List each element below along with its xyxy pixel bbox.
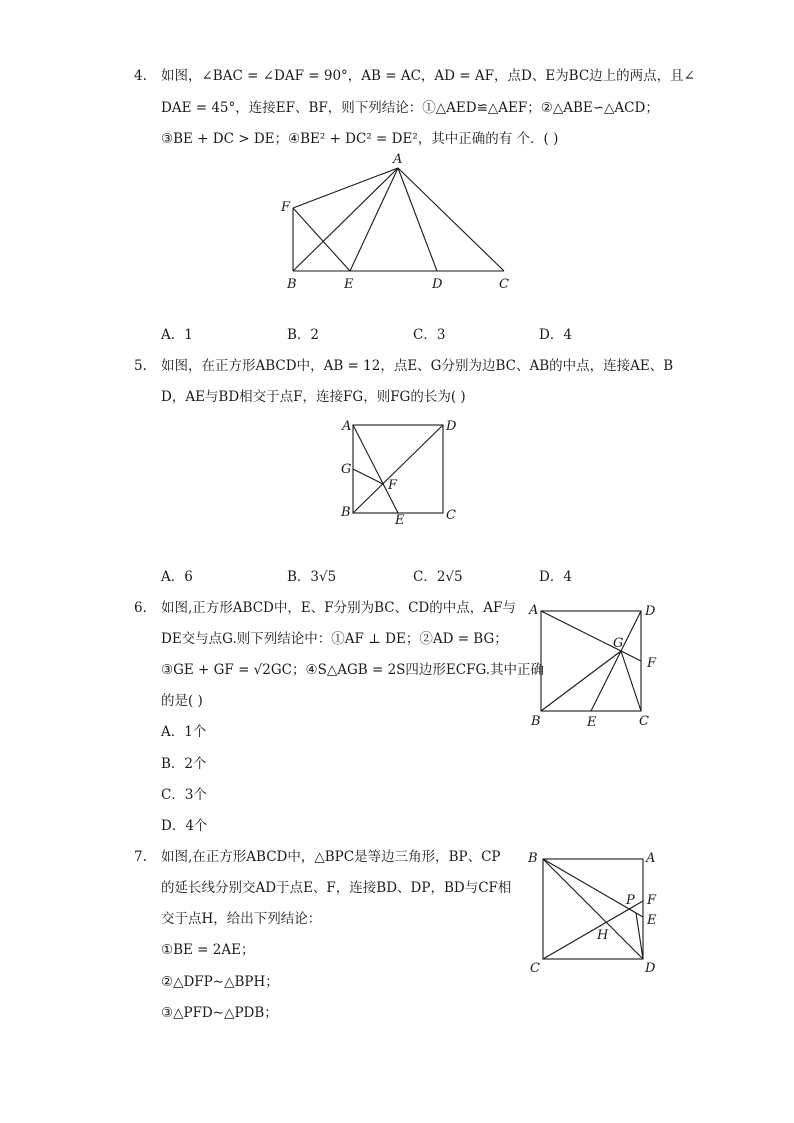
point-label-F: F <box>388 478 398 493</box>
question-text-line: DE交与点G.则下列结论中：①AF ⊥ DE；②AD = BG； <box>161 631 508 647</box>
point-label-D: D <box>432 277 443 292</box>
question-text-line: 交于点H，给出下列结论： <box>161 911 322 927</box>
point-label-P: P <box>626 893 635 908</box>
question-number: 5. <box>134 358 147 374</box>
question-text-line: DAE = 45°，连接EF、BF，则下列结论：①△AED≌△AEF；②△ABE∽△ACD； <box>161 100 659 116</box>
point-label-B: B <box>341 505 351 520</box>
question-text-line: D，AE与BD相交于点F，连接FG，则FG的长为( ) <box>161 389 466 405</box>
segment-DE <box>591 611 641 711</box>
point-label-C: C <box>530 961 540 976</box>
geometry-figure-q5 <box>330 410 470 535</box>
option-c: C．3 <box>413 327 446 343</box>
point-label-D: D <box>446 419 457 434</box>
question-number: 7. <box>134 849 147 865</box>
square-ABCD <box>541 611 641 711</box>
segment-AC <box>398 168 504 271</box>
option-a: A．1 <box>161 327 193 343</box>
question-number: 4. <box>134 68 147 84</box>
question-text-line: 如图,在正方形ABCD中，△BPC是等边三角形，BP、CP <box>161 849 501 865</box>
point-label-B: B <box>528 851 538 866</box>
point-label-F: F <box>647 893 657 908</box>
question-text-line: ②△DFP∼△BPH； <box>161 974 279 990</box>
point-label-E: E <box>647 913 657 928</box>
point-label-C: C <box>499 277 509 292</box>
segment-FE <box>293 208 350 271</box>
option-a: A．1个 <box>161 724 207 740</box>
geometry-figure-q7 <box>520 845 670 980</box>
question-text-line: ③GE + GF = √2GC；④S△AGB = 2S四边形ECFG.其中正确 <box>161 662 545 678</box>
option-d: D．4 <box>539 327 572 343</box>
point-label-F: F <box>281 200 291 215</box>
question-text-line: ③△PFD∼△PDB； <box>161 1005 278 1021</box>
question-text-line: 如图,正方形ABCD中，E、F分别为BC、CD的中点，AF与 <box>161 600 516 616</box>
point-label-G: G <box>613 636 624 651</box>
point-label-E: E <box>587 715 597 730</box>
segment-AB <box>293 168 398 271</box>
point-label-F: F <box>647 656 657 671</box>
question-text-line: ①BE = 2AE； <box>161 942 255 958</box>
point-label-A: A <box>529 603 539 618</box>
question-text-line: 如图，在正方形ABCD中，AB = 12，点E、G分别为边BC、AB的中点，连接AE、B <box>161 358 674 374</box>
point-label-G: G <box>341 462 352 477</box>
point-label-A: A <box>342 419 352 434</box>
question-text-line: 如图，∠BAC = ∠DAF = 90°，AB = AC，AD = AF，点D、E为BC边上的两点，且∠ <box>161 68 695 84</box>
option-a: A．6 <box>161 569 193 585</box>
option-c: C．3个 <box>161 787 207 803</box>
point-label-C: C <box>639 714 649 729</box>
geometry-figure-q6 <box>520 595 670 735</box>
segment-AF <box>541 611 641 661</box>
segment-BD <box>543 859 643 959</box>
option-d: D．4个 <box>161 818 208 834</box>
point-label-C: C <box>446 508 456 523</box>
point-label-A: A <box>393 152 403 167</box>
point-label-B: B <box>531 714 541 729</box>
segment-PD <box>636 913 643 959</box>
segment-AD <box>398 168 437 271</box>
point-label-D: D <box>645 604 656 619</box>
question-number: 6. <box>134 600 147 616</box>
question-text-line: 的是( ) <box>161 693 203 709</box>
segment-BG <box>541 651 621 711</box>
question-text-line: 的延长线分别交AD于点E、F，连接BD、DP，BD与CF相 <box>161 880 512 896</box>
option-d: D．4 <box>539 569 572 585</box>
point-label-E: E <box>344 277 354 292</box>
segment-BD <box>353 425 443 513</box>
point-label-H: H <box>597 928 609 943</box>
option-b: B．3√5 <box>287 569 337 585</box>
point-label-A: A <box>646 851 656 866</box>
segment-AE <box>353 425 398 513</box>
question-text-line: ③BE + DC > DE；④BE² + DC² = DE²，其中正确的有 个．( ) <box>161 131 559 147</box>
point-label-E: E <box>395 513 405 528</box>
segment-GF <box>353 469 383 484</box>
option-c: C．2√5 <box>413 569 463 585</box>
point-label-B: B <box>287 277 297 292</box>
geometry-figure-q4 <box>270 150 530 300</box>
option-b: B．2个 <box>161 756 207 772</box>
option-b: B．2 <box>287 327 320 343</box>
point-label-D: D <box>645 961 656 976</box>
